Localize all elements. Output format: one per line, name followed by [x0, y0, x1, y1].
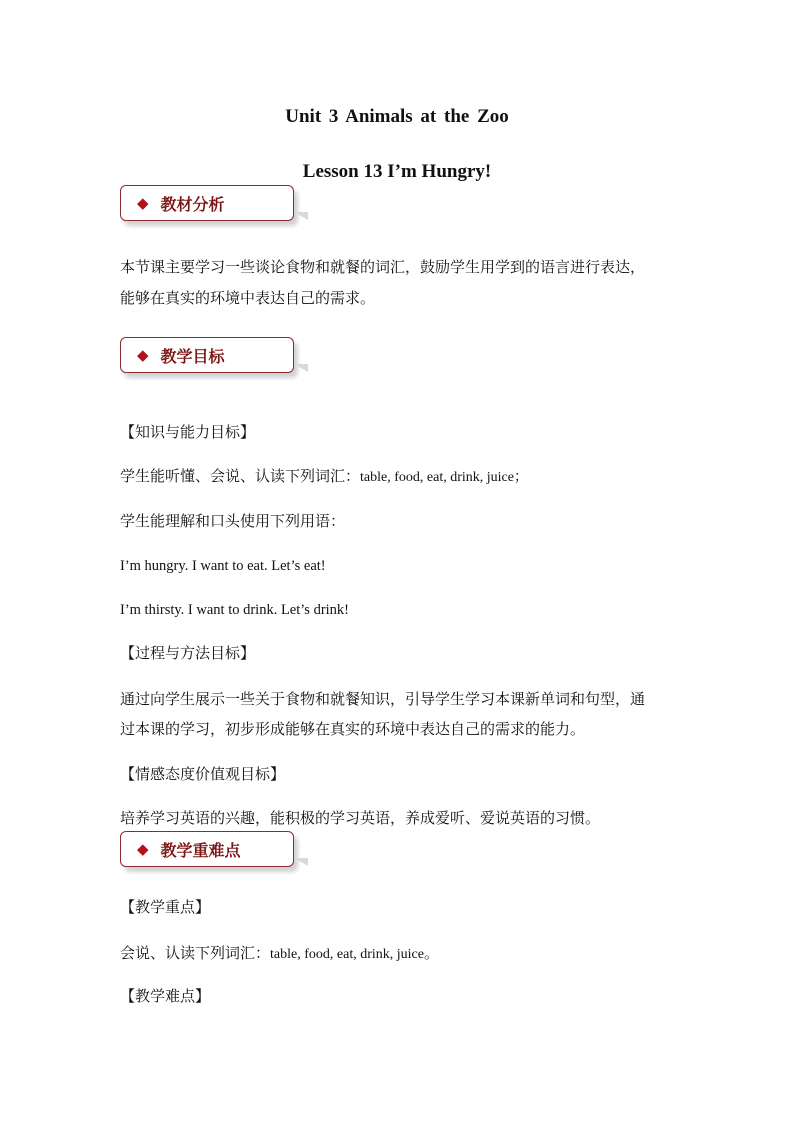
process-line-1: 通过向学生展示一些关于食物和就餐知识，引导学生学习本课新单词和句型，通 — [120, 690, 646, 708]
lesson-title: Lesson 13 I’m Hungry! — [302, 161, 492, 182]
section-label: 教材分析 — [160, 194, 225, 214]
section-header-key-points — [120, 831, 294, 867]
knowledge-line-1 — [120, 467, 528, 487]
difficulty-heading: 【教学难点】 — [120, 987, 211, 1005]
section-shadow-tail — [294, 212, 308, 220]
focus-line-1-en: table, food, eat, drink, juice — [270, 947, 424, 962]
unit-title: Unit 3 Animals at the Zoo — [285, 106, 509, 127]
section-label: 教学目标 — [160, 346, 225, 366]
attitude-heading: 【情感态度价值观目标】 — [120, 765, 286, 783]
knowledge-line-2: 学生能理解和口头使用下列用语： — [120, 512, 346, 530]
section-header-analysis — [120, 185, 294, 221]
diamond-icon: ◆ — [137, 194, 149, 212]
section-shadow-tail — [294, 858, 308, 866]
knowledge-heading: 【知识与能力目标】 — [120, 423, 256, 441]
focus-heading: 【教学重点】 — [120, 898, 211, 916]
process-heading: 【过程与方法目标】 — [120, 644, 256, 662]
diamond-icon: ◆ — [137, 346, 149, 364]
focus-line-1-end: 。 — [423, 944, 439, 962]
section-label: 教学重难点 — [160, 840, 241, 860]
section-header-objectives — [120, 337, 294, 373]
attitude-line-1: 培养学习英语的兴趣，能积极的学习英语，养成爱听、爱说英语的习惯。 — [120, 809, 601, 827]
focus-line-1-cn: 会说、认读下列词汇： — [120, 944, 271, 962]
diamond-icon: ◆ — [137, 840, 149, 858]
knowledge-line-1-cn: 学生能听懂、会说、认读下列词汇： — [120, 467, 361, 485]
analysis-text-line-1: 本节课主要学习一些谈论食物和就餐的词汇，鼓励学生用学到的语言进行表达， — [120, 258, 646, 276]
knowledge-line-1-en: table, food, eat, drink, juice； — [360, 470, 528, 485]
section-shadow-tail — [294, 364, 308, 372]
focus-line-1 — [120, 944, 439, 964]
sentence-1: I’m hungry. I want to eat. Let’s eat! — [120, 558, 326, 574]
analysis-text-line-2: 能够在真实的环境中表达自己的需求。 — [120, 289, 376, 307]
process-line-2: 过本课的学习，初步形成能够在真实的环境中表达自己的需求的能力。 — [120, 720, 586, 738]
sentence-2: I’m thirsty. I want to drink. Let’s drink! — [120, 602, 350, 618]
